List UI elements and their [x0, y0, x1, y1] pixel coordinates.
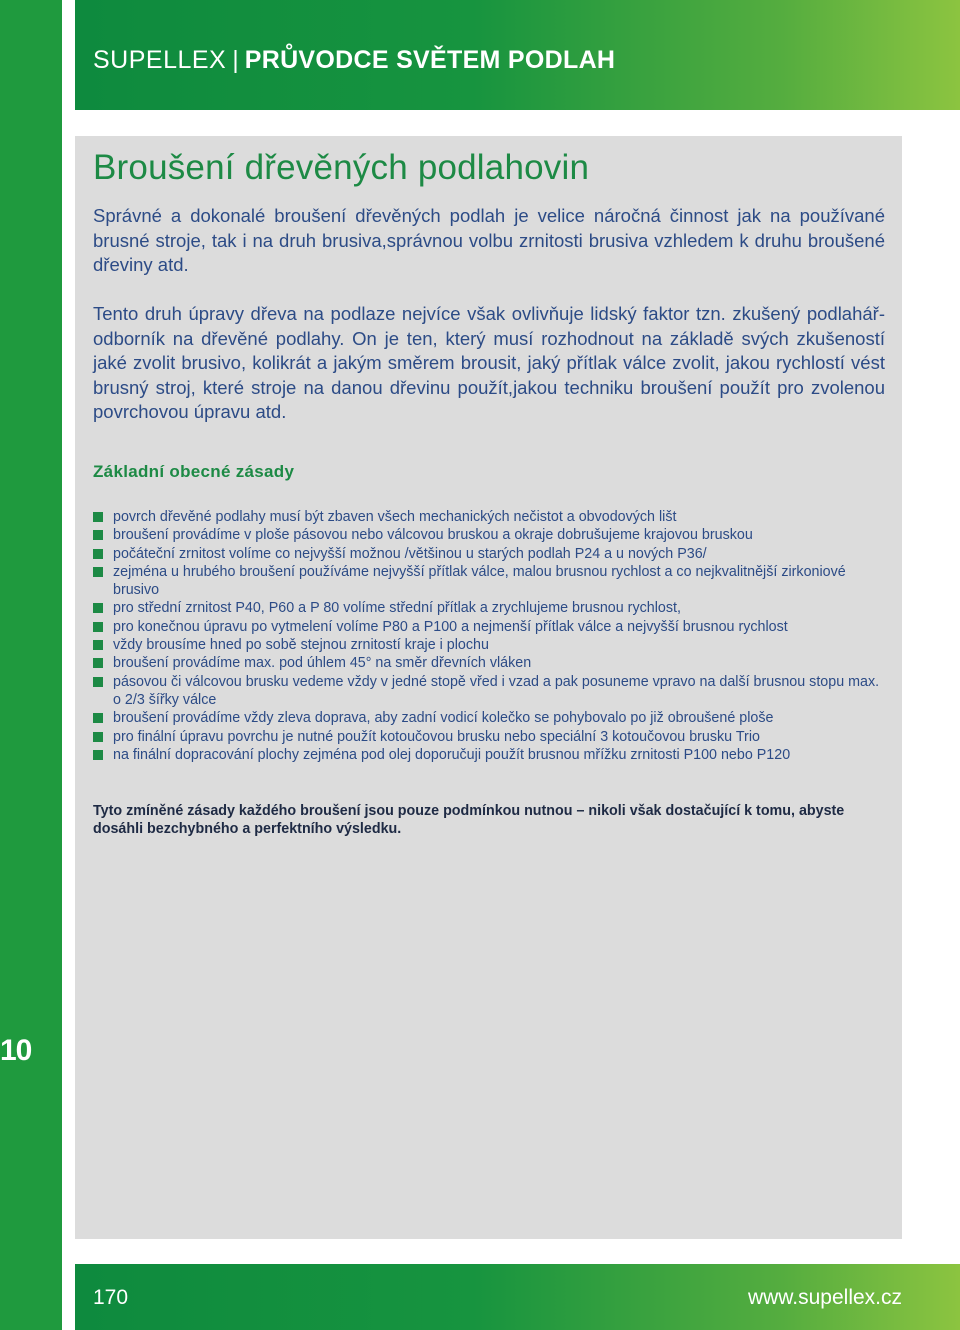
page-number: 170 — [93, 1286, 129, 1309]
list-item-text: počáteční zrnitost volíme co nejvyšší možnou /většinou u starých podlah P24 a u nových P36/ — [113, 545, 707, 562]
human-factor-paragraph: Tento druh úpravy dřeva na podlaze nejvíce však ovlivňuje lidský faktor tzn. zkušený podlahář-odborník na dřevěné podlahy. On je ten, který musí rozhodnout na základě svých zkušeností jaké zvolit brusivo, kolikrát a jakým směrem brousit, jaký přítlak válce zvolit, jakou rychlostí vést brusný stroj, které stroje na danou dřevinu použít,jakou techniku broušení použít pro zvolenou povrchovou úpravu atd. — [93, 303, 885, 422]
square-bullet-icon — [93, 603, 103, 613]
square-bullet-icon — [93, 750, 103, 760]
list-item — [93, 545, 883, 563]
header-banner — [75, 0, 960, 110]
list-item — [93, 709, 883, 727]
list-item-text: broušení provádíme max. pod úhlem 45° na směr dřevních vláken — [113, 655, 532, 672]
list-item — [93, 654, 883, 672]
section-heading: Základní obecné zásady — [93, 462, 295, 481]
header-separator: | — [232, 46, 239, 74]
page-title: Broušení dřevěných podlahovin — [93, 148, 590, 187]
rules-list — [93, 508, 883, 764]
list-item-text: zejména u hrubého broušení používáme nejvyšší přítlak válce, malou brusnou rychlost a co nejkvalitnější zirkoniové brusivo — [113, 563, 846, 599]
list-item-text: pásovou či válcovou brusku vedeme vždy v jedné stopě vřed i vzad a pak posuneme vpravo na další brusnou stopu max. o 2/3 šířky válce — [113, 673, 880, 708]
intro-paragraph: Správné a dokonalé broušení dřevěných podlah je velice náročná činnost jak na používané brusné stroje, tak i na druh brusiva,správnou volbu zrnitosti brusiva vzhledem k druhu broušené dřeviny atd. — [93, 205, 885, 275]
list-item-text: pro finální úpravu povrchu je nutné použít kotoučovou brusku nebo speciální 3 kotoučovou brusku Trio — [113, 728, 760, 745]
square-bullet-icon — [93, 567, 103, 577]
square-bullet-icon — [93, 549, 103, 559]
list-item-text: broušení provádíme vždy zleva doprava, aby zadní vodicí kolečko se pohybovalo po již obroušené ploše — [113, 710, 774, 727]
list-item — [93, 526, 883, 544]
list-item-text: vždy brousíme hned po sobě stejnou zrnitostí kraje i plochu — [113, 637, 489, 654]
brand-name: SUPELLEX — [93, 46, 227, 74]
closing-note: Tyto zmíněné zásady každého broušení jsou pouze podmínkou nutnou – nikoli však dostačující k tomu, abyste dosáhli bezchybného a perfektního výsledku. — [93, 803, 845, 838]
content-panel — [75, 136, 902, 1239]
square-bullet-icon — [93, 512, 103, 522]
list-item — [93, 508, 883, 526]
list-item — [93, 563, 883, 600]
square-bullet-icon — [93, 713, 103, 723]
square-bullet-icon — [93, 677, 103, 687]
square-bullet-icon — [93, 640, 103, 650]
list-item-text: povrch dřevěné podlahy musí být zbaven všech mechanických nečistot a obvodových lišt — [113, 509, 677, 525]
list-item-text: broušení provádíme v ploše pásovou nebo válcovou bruskou a okraje dobrušujeme krajovou bruskou — [113, 527, 753, 544]
list-item — [93, 599, 883, 617]
guide-title: PRŮVODCE SVĚTEM PODLAH — [244, 46, 616, 74]
side-bar — [0, 0, 62, 1330]
list-item-text: pro střední zrnitost P40, P60 a P 80 volíme střední přítlak a zrychlujeme brusnou rychlost, — [113, 600, 681, 617]
list-item — [93, 636, 883, 654]
square-bullet-icon — [93, 622, 103, 632]
website-link[interactable]: www.supellex.cz — [747, 1286, 902, 1309]
square-bullet-icon — [93, 530, 103, 540]
list-item — [93, 673, 883, 710]
square-bullet-icon — [93, 658, 103, 668]
list-item-text: na finální dopracování plochy zejména pod olej doporučuji použít brusnou mřížku zrnitosti P100 nebo P120 — [113, 746, 791, 763]
list-item — [93, 618, 883, 636]
square-bullet-icon — [93, 732, 103, 742]
list-item-text: pro konečnou úpravu po vytmelení volíme P80 a P100 a nejmenší přítlak válce a nejvyšší brusnou rychlost — [113, 618, 788, 635]
list-item — [93, 728, 883, 746]
list-item — [93, 746, 883, 764]
chapter-number: 10 — [0, 1034, 32, 1067]
header-title — [93, 46, 615, 75]
footer-banner — [75, 1264, 960, 1330]
